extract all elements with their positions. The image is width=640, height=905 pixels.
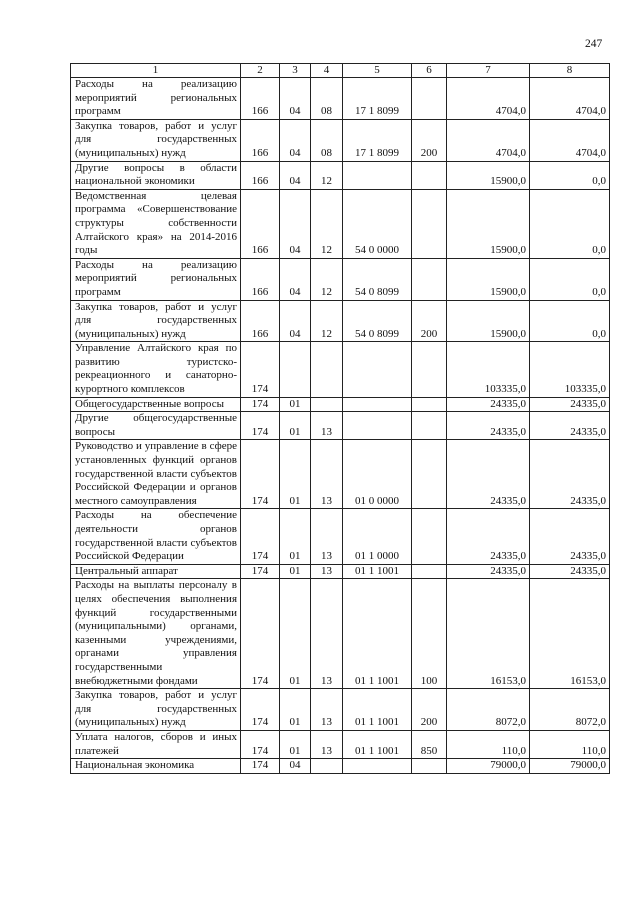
code-section: 01 [280,579,311,689]
column-header: 1 [71,64,241,78]
column-header: 7 [447,64,530,78]
code-section: 04 [280,119,311,161]
row-name: Центральный аппарат [71,564,241,579]
code-expense-type: 200 [412,300,447,342]
row-name: Расходы на обеспечение деятельности органов государственной власти субъектов Российской Федерации [71,509,241,564]
code-expense-type [412,509,447,564]
code-target: 01 1 1001 [343,564,412,579]
table-row [71,689,610,731]
amount-total: 0,0 [530,258,610,300]
code-target: 01 1 1001 [343,730,412,758]
code-ministry: 174 [241,412,280,440]
code-ministry: 174 [241,730,280,758]
amount-total: 24335,0 [530,509,610,564]
row-name: Другие общегосударственные вопросы [71,412,241,440]
code-target: 01 1 1001 [343,579,412,689]
table-row [71,509,610,564]
amount-planned: 110,0 [447,730,530,758]
code-ministry: 166 [241,189,280,258]
amount-planned: 4704,0 [447,119,530,161]
code-target: 01 0 0000 [343,440,412,509]
code-subsection: 13 [311,440,343,509]
amount-total: 16153,0 [530,579,610,689]
code-section: 01 [280,689,311,731]
table-row [71,397,610,412]
code-section: 01 [280,397,311,412]
amount-planned: 103335,0 [447,342,530,397]
table-row [71,412,610,440]
code-section: 04 [280,189,311,258]
amount-planned: 24335,0 [447,397,530,412]
code-ministry: 174 [241,397,280,412]
column-header: 5 [343,64,412,78]
code-section: 01 [280,412,311,440]
row-name: Ведомственная целевая программа «Совершенствование структуры собственности Алтайского края» на 2014-2016 годы [71,189,241,258]
code-expense-type [412,161,447,189]
amount-total: 0,0 [530,189,610,258]
code-target: 54 0 8099 [343,258,412,300]
code-expense-type [412,342,447,397]
table-row [71,342,610,397]
code-section: 04 [280,78,311,120]
amount-planned: 15900,0 [447,258,530,300]
code-target [343,397,412,412]
code-ministry: 174 [241,342,280,397]
table-row [71,759,610,774]
column-header: 3 [280,64,311,78]
code-section [280,342,311,397]
table-row [71,189,610,258]
row-name: Расходы на выплаты персоналу в целях обеспечения выполнения функций государственными (муниципальными) органами, казенными учреждениями, органами управления государственными внебюджетными фондами [71,579,241,689]
row-name: Управление Алтайского края по развитию туристско-рекреационного и санаторно-курортного комплексов [71,342,241,397]
code-section: 01 [280,730,311,758]
code-expense-type [412,564,447,579]
amount-total: 24335,0 [530,412,610,440]
table-row [71,78,610,120]
amount-total: 24335,0 [530,397,610,412]
amount-total: 8072,0 [530,689,610,731]
amount-planned: 4704,0 [447,78,530,120]
code-section: 01 [280,440,311,509]
code-subsection: 08 [311,78,343,120]
column-header: 4 [311,64,343,78]
code-ministry: 166 [241,161,280,189]
code-expense-type [412,440,447,509]
row-name: Национальная экономика [71,759,241,774]
code-target [343,412,412,440]
amount-total: 24335,0 [530,564,610,579]
code-ministry: 174 [241,564,280,579]
code-subsection: 12 [311,161,343,189]
code-subsection: 13 [311,689,343,731]
code-expense-type [412,412,447,440]
table-row [71,440,610,509]
code-target [343,342,412,397]
page-number: 247 [585,38,603,50]
code-expense-type [412,759,447,774]
row-name: Закупка товаров, работ и услуг для государственных (муниципальных) нужд [71,119,241,161]
code-target: 17 1 8099 [343,78,412,120]
row-name: Общегосударственные вопросы [71,397,241,412]
amount-total: 0,0 [530,161,610,189]
code-subsection: 13 [311,564,343,579]
column-header: 6 [412,64,447,78]
code-subsection: 13 [311,579,343,689]
code-ministry: 166 [241,300,280,342]
code-expense-type [412,189,447,258]
code-subsection: 12 [311,189,343,258]
column-header: 8 [530,64,610,78]
amount-planned: 8072,0 [447,689,530,731]
amount-planned: 24335,0 [447,564,530,579]
table-row [71,300,610,342]
code-subsection [311,397,343,412]
amount-planned: 24335,0 [447,440,530,509]
amount-planned: 79000,0 [447,759,530,774]
code-expense-type: 850 [412,730,447,758]
code-expense-type: 100 [412,579,447,689]
code-expense-type: 200 [412,689,447,731]
amount-planned: 15900,0 [447,189,530,258]
amount-total: 0,0 [530,300,610,342]
code-target: 01 1 1001 [343,689,412,731]
code-subsection: 12 [311,300,343,342]
code-expense-type [412,78,447,120]
code-ministry: 174 [241,759,280,774]
code-section: 04 [280,161,311,189]
code-ministry: 166 [241,119,280,161]
row-name: Другие вопросы в области национальной экономики [71,161,241,189]
table-row [71,258,610,300]
amount-planned: 24335,0 [447,509,530,564]
code-subsection: 08 [311,119,343,161]
code-section: 01 [280,509,311,564]
row-name: Расходы на реализацию мероприятий региональных программ [71,78,241,120]
code-ministry: 174 [241,509,280,564]
column-header: 2 [241,64,280,78]
code-subsection [311,759,343,774]
row-name: Закупка товаров, работ и услуг для государственных (муниципальных) нужд [71,689,241,731]
code-target: 54 0 0000 [343,189,412,258]
amount-total: 103335,0 [530,342,610,397]
code-ministry: 174 [241,440,280,509]
amount-planned: 15900,0 [447,161,530,189]
amount-planned: 15900,0 [447,300,530,342]
header-row [71,64,610,78]
code-subsection: 13 [311,730,343,758]
code-section: 04 [280,300,311,342]
row-name: Закупка товаров, работ и услуг для государственных (муниципальных) нужд [71,300,241,342]
code-target: 54 0 8099 [343,300,412,342]
row-name: Уплата налогов, сборов и иных платежей [71,730,241,758]
code-target: 01 1 0000 [343,509,412,564]
amount-total: 4704,0 [530,78,610,120]
amount-total: 24335,0 [530,440,610,509]
code-section: 04 [280,759,311,774]
amount-total: 79000,0 [530,759,610,774]
amount-planned: 16153,0 [447,579,530,689]
budget-table [70,63,610,774]
code-ministry: 174 [241,579,280,689]
table-row [71,119,610,161]
code-section: 01 [280,564,311,579]
code-ministry: 174 [241,689,280,731]
row-name: Расходы на реализацию мероприятий региональных программ [71,258,241,300]
code-expense-type: 200 [412,119,447,161]
code-section: 04 [280,258,311,300]
code-target: 17 1 8099 [343,119,412,161]
table-row [71,730,610,758]
code-expense-type [412,397,447,412]
amount-planned: 24335,0 [447,412,530,440]
row-name: Руководство и управление в сфере установленных функций органов государственной власти субъектов Российской Федерации и органов местного самоуправления [71,440,241,509]
code-ministry: 166 [241,78,280,120]
code-expense-type [412,258,447,300]
amount-total: 110,0 [530,730,610,758]
code-subsection: 13 [311,509,343,564]
code-subsection: 12 [311,258,343,300]
table-row [71,579,610,689]
code-target [343,161,412,189]
code-subsection [311,342,343,397]
amount-total: 4704,0 [530,119,610,161]
code-subsection: 13 [311,412,343,440]
code-target [343,759,412,774]
table-row [71,564,610,579]
table-row [71,161,610,189]
code-ministry: 166 [241,258,280,300]
